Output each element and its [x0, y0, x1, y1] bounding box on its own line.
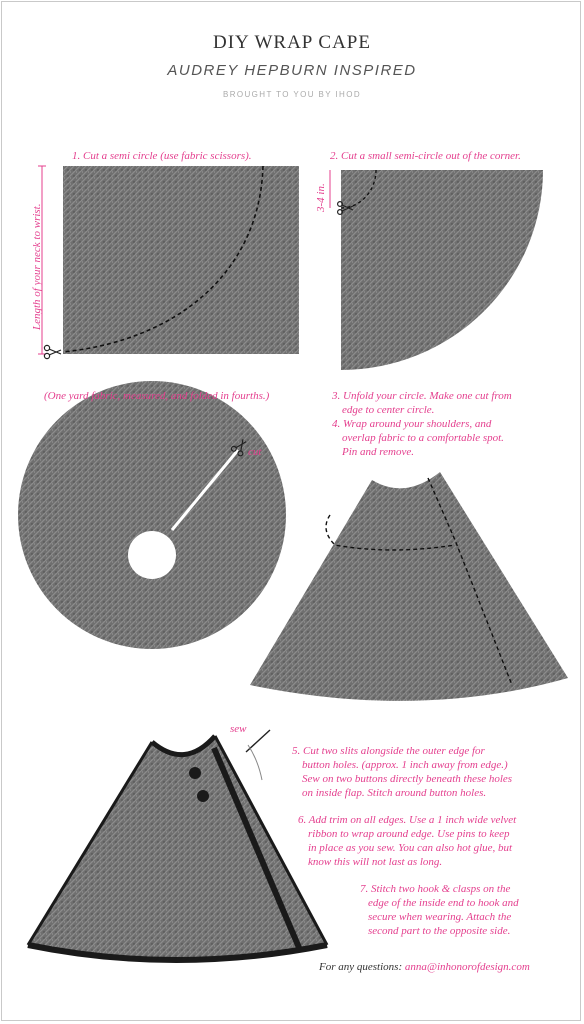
contact-line: [319, 961, 530, 973]
quarter-circle-fabric: [330, 170, 543, 370]
step-5-line-4: on inside flap. Stitch around button holes.: [302, 787, 487, 799]
step-5-line-1: 5. Cut two slits alongside the outer edge for: [292, 745, 485, 757]
contact-question: For any questions:: [319, 961, 403, 973]
page-title: DIY WRAP CAPE: [213, 32, 371, 53]
step-5-line-3: Sew on two buttons directly beneath these holes: [302, 773, 513, 785]
scissors-icon: [44, 345, 61, 358]
credit-line: BROUGHT TO YOU BY IHOD: [222, 90, 362, 99]
folded-fabric-square: [38, 166, 299, 354]
step-1-side-label: Length of your neck to wrist.: [31, 203, 43, 330]
step-7-line-4: second part to the opposite side.: [368, 925, 511, 937]
needle-icon: [246, 730, 270, 780]
step-2-label: 2. Cut a small semi-circle out of the corner.: [330, 150, 521, 162]
step-7-text: [360, 882, 519, 938]
step-6-text: [298, 813, 516, 869]
step-4-line-3: Pin and remove.: [342, 446, 414, 458]
step-3-line-2: edge to center circle.: [342, 404, 435, 416]
step-6-line-3: in place as you sew. You can also hot glue, but: [308, 842, 513, 854]
sew-label: sew: [230, 723, 247, 735]
finished-cape: [28, 736, 327, 960]
step-1-note: (One yard fabric, measured, and folded in fourths.): [44, 390, 270, 402]
wrapped-cape-fabric: [250, 472, 568, 701]
contact-email-link[interactable]: anna@inhonorofdesign.com: [404, 961, 530, 973]
step-7-line-2: edge of the inside end to hook and: [368, 897, 519, 909]
page-subtitle: AUDREY HEPBURN INSPIRED: [167, 62, 417, 79]
step-4-line-2: overlap fabric to a comfortable spot.: [342, 432, 504, 444]
button-icon: [197, 790, 209, 802]
step-3-line-1: 3. Unfold your circle. Make one cut from: [332, 390, 512, 402]
button-icon: [189, 767, 201, 779]
step-5-line-2: button holes. (approx. 1 inch away from edge.): [302, 759, 508, 771]
full-circle-fabric: [18, 381, 286, 649]
step-2-side-label: 3-4 in.: [315, 183, 327, 212]
cut-label: cut: [248, 446, 262, 458]
step-4-line-1: 4. Wrap around your shoulders, and: [332, 418, 492, 430]
step-6-line-4: know this will not last as long.: [308, 856, 443, 868]
step-3-4-text: [332, 389, 512, 459]
step-6-line-2: ribbon to wrap around edge. Use pins to keep: [308, 828, 510, 840]
step-1-label: 1. Cut a semi circle (use fabric scissors).: [72, 150, 252, 162]
step-7-line-1: 7. Stitch two hook & clasps on the: [360, 883, 511, 895]
step-6-line-1: 6. Add trim on all edges. Use a 1 inch wide velvet: [298, 814, 517, 826]
step-7-line-3: secure when wearing. Attach the: [368, 911, 512, 923]
step-5-text: [292, 744, 512, 800]
